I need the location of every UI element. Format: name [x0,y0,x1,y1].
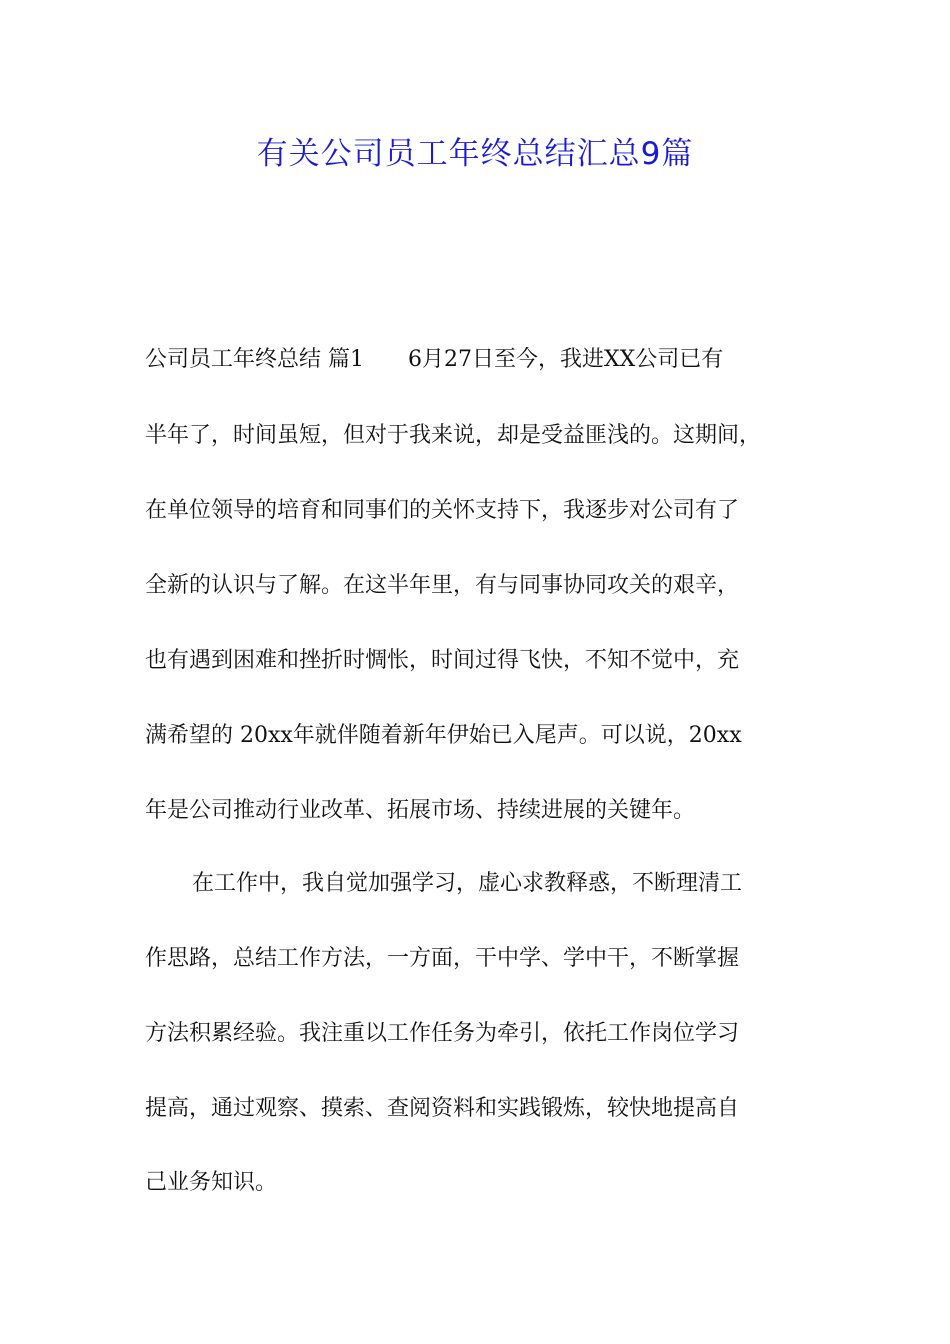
paragraph-1-line-3: 在单位领导的培育和同事们的关怀支持下，我逐步对公司有了 [145,498,740,523]
document-title: 有关公司员工年终总结汇总9篇 [256,136,694,172]
paragraph-1-line-4: 全新的认识与了解。在这半年里，有与同事协同攻关的艰辛， [145,573,740,598]
paragraph-1-line-1: 公司员工年终总结 篇1 6月27日至今，我进XX公司已有 [145,347,724,372]
paragraph-1-line-6: 满希望的 20xx年就伴随着新年伊始已入尾声。可以说，20xx [145,723,742,748]
paragraph-1-line-2: 半年了，时间虽短，但对于我来说，却是受益匪浅的。这期间， [145,423,762,448]
paragraph-2-line-3: 方法积累经验。我注重以工作任务为牵引，依托工作岗位学习 [145,1021,740,1046]
paragraph-2-line-1: 在工作中，我自觉加强学习，虚心求教释惑，不断理清工 [192,871,743,896]
paragraph-2-line-5: 己业务知识。 [145,1170,278,1195]
paragraph-2-line-2: 作思路，总结工作方法，一方面，干中学、学中干，不断掌握 [145,946,740,971]
paragraph-1-line-7: 年是公司推动行业改革、拓展市场、持续进展的关键年。 [145,798,696,823]
paragraph-2-line-4: 提高，通过观察、摸索、查阅资料和实践锻炼，较快地提高自 [145,1096,740,1121]
paragraph-1-line-5: 也有遇到困难和挫折时惆怅，时间过得飞快，不知不觉中，充 [145,648,740,673]
